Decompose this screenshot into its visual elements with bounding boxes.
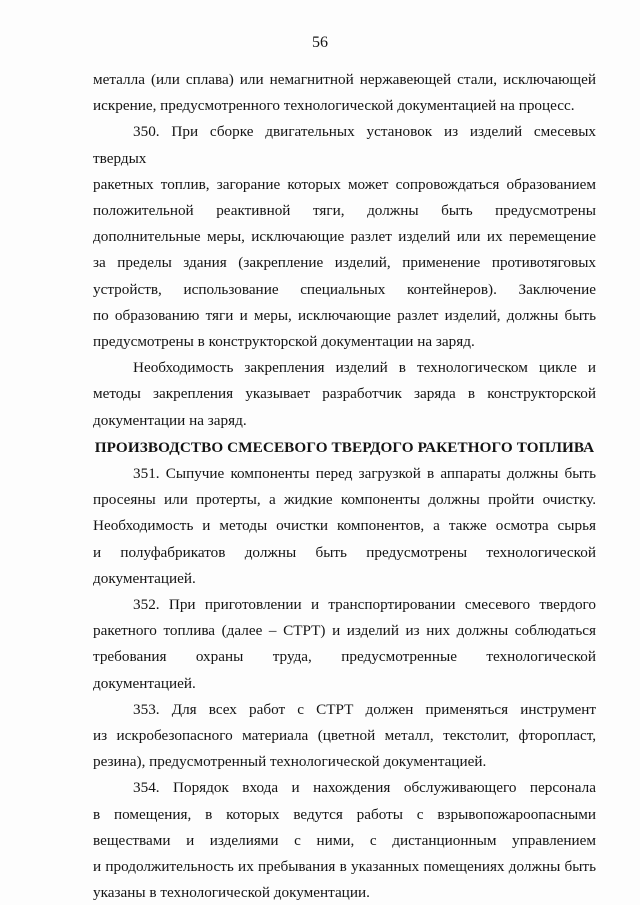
text-line: 352. При приготовлении и транспортировании смесевого твердого (133, 596, 596, 614)
paragraph-352 (93, 592, 596, 697)
text-line: документации на заряд. (93, 411, 247, 429)
paragraph-fixing-methods (93, 355, 596, 434)
page-number: 56 (312, 34, 328, 51)
text-line: искрение, предусмотренного технологической документацией на процесс. (93, 97, 575, 115)
text-line: в помещения, в которых ведутся работы с взрывопожароопасными (93, 805, 596, 823)
text-line: дополнительные меры, исключающие разлет изделий или их перемещение (93, 228, 596, 246)
document-body (93, 67, 596, 907)
text-line: 350. При сборке двигательных установок из изделий смесевых твердых (93, 123, 596, 167)
text-line: из искробезопасного материала (цветной металл, текстолит, фторопласт, (93, 727, 596, 745)
text-line: и полуфабрикатов должны быть предусмотрены технологической (93, 543, 596, 561)
section-heading: ПРОИЗВОДСТВО СМЕСЕВОГО ТВЕРДОГО РАКЕТНОГО ТОПЛИВА (94, 438, 595, 456)
text-line: предусмотрены в конструкторской документации на заряд. (93, 333, 475, 351)
text-line: веществами и изделиями с ними, с дистанционным управлением (93, 831, 596, 849)
text-line: положительной реактивной тяги, должны быть предусмотрены (93, 202, 596, 220)
text-line: и продолжительность их пребывания в указанных помещениях должны быть (93, 858, 596, 876)
text-line: 354. Порядок входа и нахождения обслуживающего персонала (133, 779, 596, 797)
paragraph-350 (93, 119, 596, 355)
text-line: документацией. (93, 569, 196, 587)
paragraph-353 (93, 697, 596, 776)
text-line: указаны в технологической документации. (93, 884, 370, 902)
paragraph-354 (93, 775, 596, 906)
text-line: Необходимость закрепления изделий в технологическом цикле и (133, 359, 596, 377)
paragraph-continuation (93, 67, 596, 119)
text-line: методы закрепления указывает разработчик заряда в конструкторской (93, 385, 596, 403)
paragraph-351 (93, 461, 596, 592)
text-line: резина), предусмотренный технологической документацией. (93, 753, 487, 771)
text-line: металла (или сплава) или немагнитной нержавеющей стали, исключающей (93, 71, 596, 88)
text-line: за пределы здания (закрепление изделий, применение противотяговых (93, 254, 596, 272)
text-line: 353. Для всех работ с СТРТ должен применяться инструмент (133, 700, 596, 718)
text-line: Необходимость и методы очистки компонентов, а также осмотра сырья (93, 517, 596, 535)
text-line: требования охраны труда, предусмотренные технологической документацией. (93, 648, 596, 692)
text-line: 351. Сыпучие компоненты перед загрузкой в аппараты должны быть (133, 465, 596, 483)
text-line: по образованию тяги и меры, исключающие разлет изделий, должны быть (93, 306, 596, 324)
text-line: просеяны или протерты, а жидкие компоненты должны пройти очистку. (93, 491, 596, 509)
text-line: ракетного топлива (далее – СТРТ) и изделий из них должны соблюдаться (93, 622, 596, 640)
text-line: устройств, использование специальных контейнеров). Заключение (93, 280, 596, 298)
text-line: ракетных топлив, загорание которых может сопровождаться образованием (93, 175, 596, 193)
